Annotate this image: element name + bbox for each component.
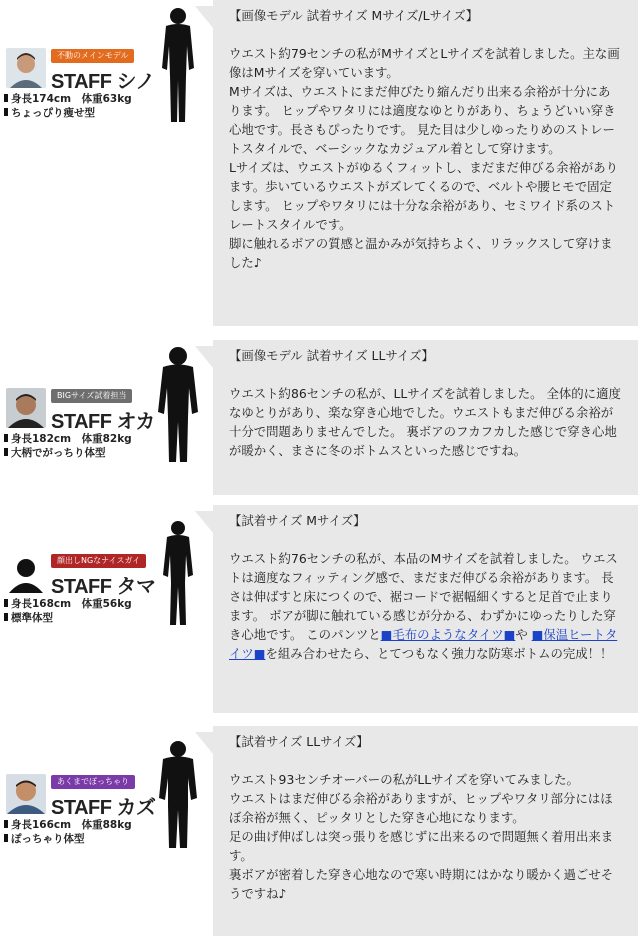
review-paragraph: 裏ボアが密着した穿き心地なので寒い時期にはかなり暖かく過ごせそうですね♪ xyxy=(229,867,614,901)
staff-stats xyxy=(4,92,132,120)
staff-height-weight: 身長174cm 体重63kg xyxy=(11,93,132,105)
staff-badge: 顔出しNGなナイスガイ xyxy=(51,554,146,568)
heat-tights-link[interactable]: ■保温ヒートタイツ■ xyxy=(229,627,618,661)
staff-avatar xyxy=(6,48,46,88)
staff-body-type: 標準体型 xyxy=(11,612,53,624)
review-bubble xyxy=(213,726,638,936)
staff-stats xyxy=(4,432,132,460)
review-paragraph: ウエスト93センチオーバーの私がLLサイズを穿いてみました。 xyxy=(229,772,579,787)
silhouette-figure xyxy=(154,740,202,852)
review-shino xyxy=(0,0,640,330)
staff-name: STAFF カズ xyxy=(51,797,156,819)
staff-height-weight: 身長166cm 体重88kg xyxy=(11,819,132,831)
review-title: 【試着サイズ Mサイズ】 xyxy=(229,513,366,528)
review-paragraph: ウエスト約79センチの私がMサイズとLサイズを試着しました。主な画像はMサイズを穿いています。 xyxy=(229,46,620,80)
review-bubble xyxy=(213,0,638,326)
staff-stats xyxy=(4,818,132,846)
staff-name: STAFF タマ xyxy=(51,576,156,598)
review-bubble xyxy=(213,340,638,495)
staff-name: STAFF オカ xyxy=(51,411,155,433)
review-paragraph: ウエスト約76センチの私が、本品のMサイズを試着しました。 ウエストは適度なフィッティング感で、まだまだ伸びる余裕があります。 長さは伸ばすと床につくので、裾コードで裾幅細くすると足首で止まります。 ボアが脚に触れている感じが分かる、わずかにゆったりした穿き心地です。 このパンツと■毛布のようなタイツ■や ■保温ヒートタイツ■を組み合わせたら、とてつもなく強力な防寒ボトムの完成！！ xyxy=(229,551,618,661)
review-oka xyxy=(0,340,640,495)
staff-body-type: ちょっぴり痩せ型 xyxy=(11,107,95,119)
review-title: 【画像モデル 試着サイズ Mサイズ/Lサイズ】 xyxy=(229,8,479,23)
review-paragraph: 脚に触れるボアの質感と温かみが気持ちよく、リラックスして穿けました♪ xyxy=(229,236,613,270)
review-title: 【画像モデル 試着サイズ LLサイズ】 xyxy=(229,348,434,363)
staff-badge: あくまでぽっちゃり xyxy=(51,775,135,789)
review-kazu xyxy=(0,726,640,943)
staff-avatar xyxy=(6,553,46,593)
staff-body-type: 大柄でがっちり体型 xyxy=(11,447,106,459)
staff-avatar xyxy=(6,388,46,428)
review-title: 【試着サイズ LLサイズ】 xyxy=(229,734,369,749)
silhouette-figure xyxy=(154,519,202,629)
staff-badge: 不動のメインモデル xyxy=(51,49,134,63)
review-tama xyxy=(0,505,640,715)
staff-badge: BIGサイズ試着担当 xyxy=(51,389,132,403)
staff-avatar xyxy=(6,774,46,814)
staff-name: STAFF シノ xyxy=(51,71,155,93)
review-paragraph: ウエスト約86センチの私が、LLサイズを試着しました。 全体的に適度なゆとりがあり、楽な穿き心地でした。ウエストもまだ伸びる余裕が十分で問題ありませんでした。 裏ボアのフカフカした感じで穿き心地が暖かく、まさに冬のボトムスといった感じですね。 xyxy=(229,386,621,458)
review-paragraph: Lサイズは、ウエストがゆるくフィットし、まだまだ伸びる余裕があります。歩いているウエストがズレてくるので、ベルトや腰ヒモで固定します。 ヒップやワタリには十分な余裕があり、セミワイド系のストレートスタイルです。 xyxy=(229,160,619,232)
review-bubble xyxy=(213,505,638,713)
staff-height-weight: 身長182cm 体重82kg xyxy=(11,433,132,445)
review-paragraph: ウエストはまだ伸びる余裕がありますが、ヒップやワタリ部分にはほぼ余裕が無く、ピッタリとした穿き心地になります。 xyxy=(229,791,613,825)
review-paragraph: Mサイズは、ウエストにまだ伸びたり縮んだり出来る余裕が十分にあります。 ヒップやワタリには適度なゆとりがあり、ちょうどいい穿き心地です。長さもぴったりです。 見た目は少しゆったりめのストレートスタイルで、ベーシックなカジュアル着として穿けます。 xyxy=(229,84,616,156)
staff-stats xyxy=(4,597,132,625)
staff-height-weight: 身長168cm 体重56kg xyxy=(11,598,132,610)
blanket-tights-link[interactable]: ■毛布のようなタイツ■ xyxy=(380,627,516,642)
staff-body-type: ぽっちゃり体型 xyxy=(11,833,85,845)
review-paragraph: 足の曲げ伸ばしは突っ張りを感じずに出来るので問題無く着用出来ます。 xyxy=(229,829,614,863)
